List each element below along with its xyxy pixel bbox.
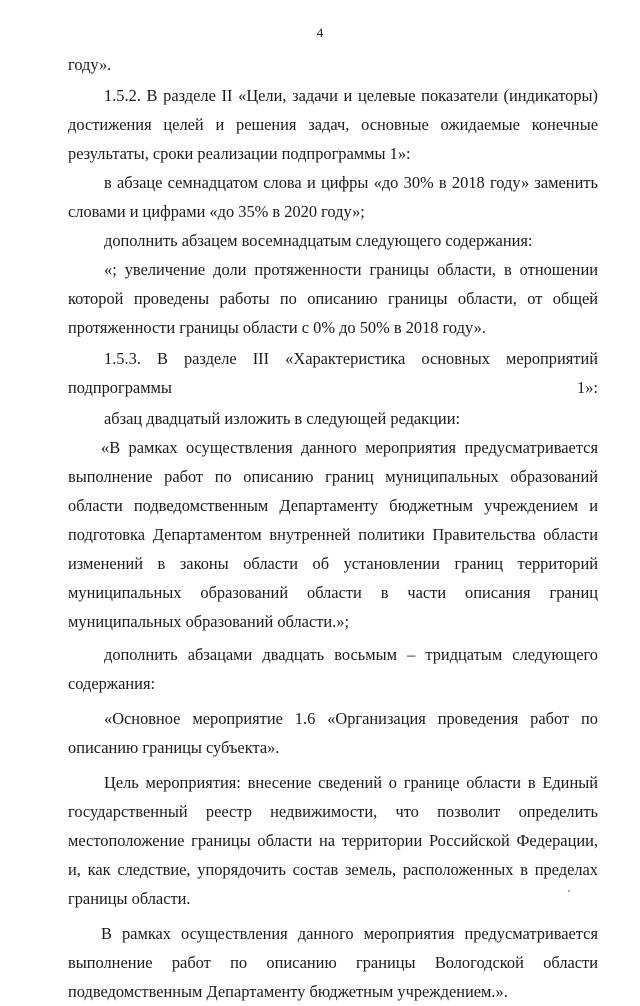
paragraph-continuation: году». — [68, 55, 112, 74]
scan-speck — [568, 890, 570, 892]
paragraph-1-5-3: 1.5.3. В разделе III «Характеристика основных мероприятий подпрограммы 1»: — [68, 349, 598, 397]
page-number: 4 — [316, 25, 324, 40]
paragraph-twentieth-text: «В рамках осуществления данного мероприятия предусматривается выполнение работ по описанию границ муниципальных образований области подведомственным Департаменту бюджетным учреждением и подготовка Департаментом внутренней политики Правительства области изменений в законы области об установлении границ территорий муниципальных образований области в части описания границ муниципальных образований области.»; — [68, 438, 598, 631]
paragraph-twentieth-intro: абзац двадцатый изложить в следующей редакции: — [104, 409, 461, 428]
paragraph-amend-seventeenth: в абзаце семнадцатом слова и цифры «до 30% в 2018 году» заменить словами и цифрами «до 35% в 2020 году»; — [68, 173, 598, 221]
paragraph-measure-scope: В рамках осуществления данного мероприятия предусматривается выполнение работ по описанию границы Вологодской области подведомственным Департаменту бюджетным учреждением.». — [68, 924, 598, 1001]
paragraph-add-28-30: дополнить абзацами двадцать восьмым – тридцатым следующего содержания: — [68, 645, 598, 693]
paragraph-measure-goal: Цель мероприятия: внесение сведений о границе области в Единый государственный реестр недвижимости, что позволит определить местоположение границы области на территории Российской Федерации, и, как следствие, упорядочить состав земель, расположенных в пределах границы области. — [68, 773, 598, 908]
paragraph-eighteenth-text: «; увеличение доли протяженности границы области, в отношении которой проведены работы по описанию границы области, от общей протяженности границы области с 0% до 50% в 2018 году». — [68, 260, 598, 337]
paragraph-1-5-2: 1.5.2. В разделе II «Цели, задачи и целевые показатели (индикаторы) достижения целей и решения задач, основные ожидаемые конечные результаты, сроки реализации подпрограммы 1»: — [68, 86, 598, 163]
paragraph-add-eighteenth: дополнить абзацем восемнадцатым следующего содержания: — [104, 231, 533, 250]
document-body — [68, 50, 598, 1006]
paragraph-main-measure-1-6: «Основное мероприятие 1.6 «Организация проведения работ по описанию границы субъекта». — [68, 709, 598, 757]
